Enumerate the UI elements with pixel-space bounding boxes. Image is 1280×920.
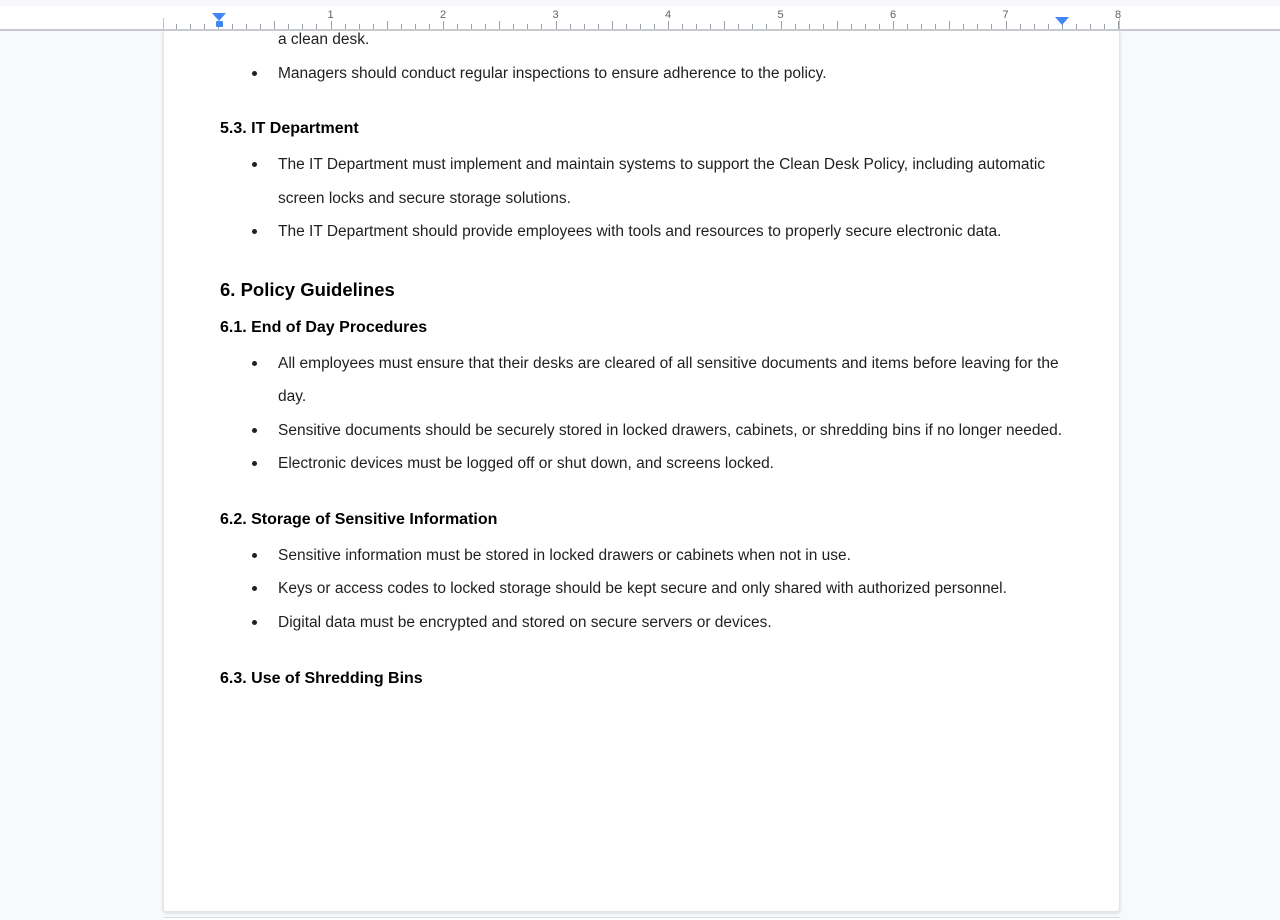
ruler-tick xyxy=(443,21,444,29)
ruler-tick xyxy=(556,21,557,29)
ruler-tick xyxy=(541,24,542,29)
ruler-tick xyxy=(766,24,767,29)
ruler-inch-label: 4 xyxy=(664,9,672,21)
bullet-list xyxy=(220,148,1080,249)
ruler-tick xyxy=(527,24,528,29)
ruler-tick xyxy=(1020,24,1021,29)
first-line-indent-triangle-icon xyxy=(212,13,226,21)
ruler-tick xyxy=(345,24,346,29)
section-heading[interactable]: 6. Policy Guidelines xyxy=(220,278,395,300)
section-heading[interactable]: 6.1. End of Day Procedures xyxy=(220,318,428,336)
ruler-tick xyxy=(190,24,191,29)
ruler-tick xyxy=(893,21,894,29)
section-heading[interactable]: 6.3. Use of Shredding Bins xyxy=(220,669,423,687)
ruler-inch-label: 2 xyxy=(439,9,447,21)
ruler-inch-label: 5 xyxy=(777,9,784,21)
ruler-tick xyxy=(387,21,388,29)
horizontal-ruler[interactable] xyxy=(0,0,1280,31)
right-indent-triangle-icon xyxy=(1055,17,1069,25)
bullet-list xyxy=(220,57,1080,91)
ruler-tick xyxy=(598,24,599,29)
ruler-tick xyxy=(274,21,275,29)
left-indent-marker[interactable] xyxy=(212,13,226,27)
ruler-tick xyxy=(991,24,992,29)
ruler-tick xyxy=(457,24,458,29)
ruler-tick xyxy=(331,21,332,29)
ruler-tick xyxy=(584,24,585,29)
ruler-tick xyxy=(246,24,247,29)
ruler-tick xyxy=(809,24,810,29)
bullet-item[interactable]: Managers should conduct regular inspections to ensure adherence to the policy. xyxy=(220,57,1078,91)
ruler-tick xyxy=(710,24,711,29)
ruler-tick xyxy=(429,24,430,29)
ruler-tick xyxy=(499,21,500,29)
ruler-tick xyxy=(738,24,739,29)
ruler-tick xyxy=(935,24,936,29)
document-content[interactable] xyxy=(220,31,1080,697)
bullet-item[interactable]: Keys or access codes to locked storage should be kept secure and only shared with authorized personnel. xyxy=(220,572,1078,606)
ruler-tick xyxy=(851,24,852,29)
ruler-tick xyxy=(1034,24,1035,29)
ruler-tick xyxy=(359,24,360,29)
ruler-tick xyxy=(795,24,796,29)
left-indent-bar-icon xyxy=(216,21,223,27)
ruler-tick xyxy=(1076,24,1077,29)
ruler-tick xyxy=(1006,21,1007,29)
paragraph-continuation-line[interactable]: a clean desk. xyxy=(278,31,370,48)
ruler-tick xyxy=(570,24,571,29)
ruler-tick xyxy=(823,24,824,29)
ruler-tick xyxy=(316,24,317,29)
ruler-tick xyxy=(612,21,613,29)
ruler-tick xyxy=(373,24,374,29)
ruler-tick xyxy=(640,24,641,29)
ruler-inch-label: 1 xyxy=(327,9,334,21)
ruler-tick xyxy=(921,24,922,29)
ruler-tick xyxy=(907,24,908,29)
ruler-tick xyxy=(260,24,261,29)
ruler-tick xyxy=(1104,24,1105,29)
ruler-top-strip xyxy=(0,0,1280,6)
ruler-tick xyxy=(837,21,838,29)
ruler-tick xyxy=(752,24,753,29)
ruler-tick xyxy=(401,24,402,29)
ruler-tick xyxy=(668,21,669,29)
ruler-tick xyxy=(415,24,416,29)
ruler-tick xyxy=(865,24,866,29)
ruler-inch-label: 7 xyxy=(1002,9,1009,21)
ruler-tick xyxy=(781,21,782,29)
bullet-item[interactable]: Electronic devices must be logged off or shut down, and screens locked. xyxy=(220,447,1078,481)
ruler-tick xyxy=(682,24,683,29)
bullet-item[interactable]: Digital data must be encrypted and stored on secure servers or devices. xyxy=(220,606,1078,640)
ruler-tick xyxy=(654,24,655,29)
right-indent-marker[interactable] xyxy=(1055,17,1069,25)
ruler-tick xyxy=(288,24,289,29)
ruler-tick xyxy=(302,24,303,29)
ruler-tick xyxy=(626,24,627,29)
ruler-tick xyxy=(485,24,486,29)
ruler-tick xyxy=(513,24,514,29)
bullet-item[interactable]: The IT Department must implement and maintain systems to support the Clean Desk Policy, including automatic screen locks and secure storage solutions. xyxy=(220,148,1078,215)
ruler-inch-label: 3 xyxy=(552,9,559,21)
ruler-tick xyxy=(232,24,233,29)
bullet-item[interactable]: Sensitive information must be stored in locked drawers or cabinets when not in use. xyxy=(220,539,1078,573)
ruler-tick xyxy=(471,24,472,29)
ruler-tick xyxy=(696,24,697,29)
ruler-tick xyxy=(1048,24,1049,29)
section-heading[interactable]: 5.3. IT Department xyxy=(220,120,359,138)
bullet-list xyxy=(220,347,1080,481)
ruler-inch-label: 8 xyxy=(1114,9,1122,21)
ruler-tick xyxy=(176,24,177,29)
ruler-page-edge-tick xyxy=(163,18,164,29)
document-page[interactable] xyxy=(163,31,1120,912)
ruler-tick xyxy=(963,24,964,29)
bullet-list xyxy=(220,539,1080,640)
ruler-tick xyxy=(1090,24,1091,29)
ruler-inch-label: 6 xyxy=(889,9,897,21)
ruler-tick xyxy=(949,21,950,29)
section-heading[interactable]: 6.2. Storage of Sensitive Information xyxy=(220,510,498,528)
bullet-item[interactable]: All employees must ensure that their desks are cleared of all sensitive documents and items before leaving for the day. xyxy=(220,347,1078,414)
ruler-tick xyxy=(724,21,725,29)
ruler-tick xyxy=(204,24,205,29)
ruler-tick xyxy=(879,24,880,29)
bullet-item[interactable]: The IT Department should provide employees with tools and resources to properly secure electronic data. xyxy=(220,215,1078,249)
bullet-item[interactable]: Sensitive documents should be securely stored in locked drawers, cabinets, or shredding bins if no longer needed. xyxy=(220,414,1078,448)
ruler-tick xyxy=(977,24,978,29)
